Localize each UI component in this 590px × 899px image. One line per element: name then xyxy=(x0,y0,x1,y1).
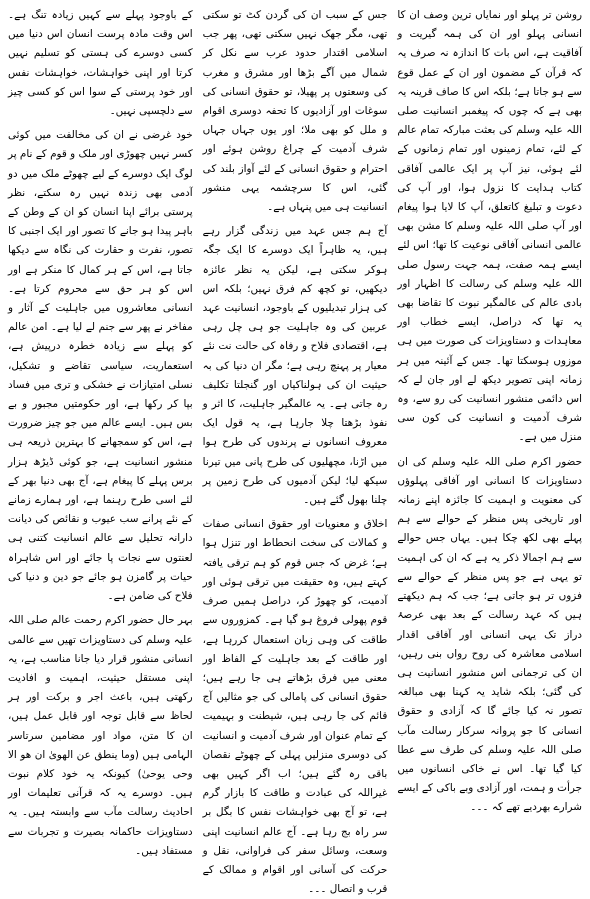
paragraph: روشن تر پہلو اور نمایاں ترین وصف ان کا انسانی پہلو اور ان کی ہمہ گیریت و آفاقیت ہے، اس بات کا اندازہ نہ صرف یہ کہ قرآن کے مضمون اور ان کے عمل قوع سے ہو جاتا ہے؛ بلکہ اس کا صاف قرینہ یہ بھی ہے کہ چوں کہ پیغمبر انسانیت صلی اللہ علیہ وسلم کی بعثت مبارکہ تمام عالم کے لئے، تمام زمینوں اور تمام زمانوں کے لئے ہوئی، نیز آپ پر ایک عالمی آفاقی کتاب ہدایت کا نزول ہوا، اور آپ کی دعوت و تبلیغ کاتعلق، آپ کا لایا ہوا پیغام اور آپ صلی اللہ علیہ وسلم کا مشن بھی عالمی انسانی آفاقی نوعیت کا تھا؛ اس لئے ایسے ہمہ صفت، ہمہ جہت رسول صلی اللہ علیہ وسلم کی رسالت کا اظہار اور بادی عالم کی عالمگیر نبوت کا تقاضا بھی یہ تھا کہ دراصل، ایسے خطاب اور معاہدات و دستاویزات کی صورت میں ہی موزوں ہوسکتا تھا۔ جس کے آئینہ میں ہر زمانہ اپنی تصویر دیکھ لے اور جان لے کہ اس دائمی منشور انسانیت کی رو سے، وہ شرف آدمیت و انسانیت کی کون سی منزل میں ہے۔ xyxy=(397,9,582,444)
paragraph: کے باوجود پہلے سے کہیں زیادہ تنگ ہے۔ اس وقت مادہ پرست انسان اس دنیا میں کسی دوسرے کی ہستی کو تسلیم نہیں کرتا اور اپنی خواہشات، خواہشات نفس اور خود پرستی کے سوا اس کو کسی چیز سے دلچسپی نہیں۔ xyxy=(7,9,193,118)
paragraph: اخلاق و معنویات اور حقوق انسانی صفات و کمالات کی سخت انحطاط اور تنزل ہوا ہے؛ غرض کہ جس قوم کو ہم ترقی یافتہ کہتے ہیں، وہ حقیقت میں ترقی ہوئی اور آدمیت، کو چھوڑ کر، دراصل ہمیں صرف قوم پھولی فروغ ہو گیا ہے۔ کمزوروں سے طاقت کی وہی زبان استعمال کررہا ہے، اور طاقت کے بعد جاہلیت کے الفاظ اور معنی میں فرق بڑھاتے ہی جا رہے ہیں؛ حقوق انسانی کی پامالی کی جو مثالیں آج قائم کی جا رہی ہیں، شیطنت و بہیمیت کے تمام عنوان اور شرف آدمیت و انسانیت کی دوسری منزلیں پہلی کے چھوٹے نقصان باقی رہ گئے ہیں؛ اب اگر کہیں بھی غیراللہ کی عبادت و طاقت کا بازار گرم ہے، تو آج بھی خواہشات نفس کا بگل بر سر راہ بج رہا ہے۔ آج عالم انسانیت اپنی وسعت، وسائل سفر کی فراوانی، نقل و حرکت کی آسانی اور اقوام و ممالک کے قرب و اتصال ۔۔۔ xyxy=(202,518,388,896)
text-column-middle xyxy=(202,6,388,896)
paragraph: حضور اکرم صلی اللہ علیہ وسلم کی ان دستاویزات کا انسانی اور آفاقی پہلوؤں کی معنویت و اہمیت کا جائزہ اپنے زمانہ اور تاریخی پس منظر کے حوالے سے ہم پہلے بھی لکھ چکا ہیں۔ یہاں جس حوالے سے ہم اجمالا ذکر یہ ہے کہ ان کی اہمیت تو یہی ہے جو پس منظر کے حوالے سے فزوں تر ہو جاتی ہے؛ جب کہ ہم دیکھتے ہیں کہ عہد رسالت کے بعد بھی عرصۂ دراز تک یہی انسانی اور آفاقی اقدار اسلامی معاشرہ کی روح رواں بنی رہیں، ان کی ترجمانی اس منشور انسانیت ہی کی گئی؛ بلکہ شاید یہ کہنا بھی مبالغہ تصور نہ کیا جائے گا کہ آزادی و حقوق انسانی کا جو پروانہ سرکار رسالت مآب صلی اللہ علیہ وسلم کی طرف سے عطا کیا گیا تھا۔ اس نے خاکی انسانوں میں جرأت و ہمت، اور آزادی وبے باکی کے ایسے شرارے بھردیے تھے کہ ۔۔۔ xyxy=(397,455,582,814)
paragraph: آج ہم جس عہد میں زندگی گزار رہے ہیں، یہ ظاہراً ایک دوسرے کا ایک جگہ ہوکر سکتی ہے، لیکن یہ نظر عائزہ دیکھیں، تو کچھ کم فرق نہیں؛ بلکہ اس کی ہزار تبدیلیوں کے باوجود، انسانیت عہد عربین کی وہ جاہلیت جو ہی چل رہی ہے، اقتصادی فلاح و رفاہ کی حالت نت نئے معیار پر پہنچ رہی ہے؛ مگر ان دنیا کی بہ حیثیت ان کی ہولناکیاں اور گنجلتا تکلیف رہ جاتی ہے۔ یہ عالمگیر جاہلیت، کا اثر و نفوذ بڑھتا چلا جارہا ہے، یہ قول ایک معروف انسانوں نے پرندوں کی طرح ہوا میں اڑنا، مچھلیوں کی طرح پانی میں تیرنا سیکھ لیا؛ لیکن آدمیوں کی طرح زمین پر چلنا بھول گئے ہیں۔ xyxy=(202,225,388,507)
paragraph: خود غرضی نے ان کی مخالفت میں کوئی کسر نہیں چھوڑی اور ملک و قوم کے نام پر لوگ ایک دوسرے کے لیے چھوٹے ملک میں دو آدمی بھی زندہ نہیں رہ سکتے، نظر پرستی برائے اپنا انسان کو ان کے وطن کے باہر پیدا ہو جانے کا تصور اور ایک اجنبی کا تصور، نفرت و حقارت کی نگاہ سے دیکھا جاتا ہے، اس کے ہر کمال کا منکر ہے اور اس کو ہر حق سے محروم کرتا ہے۔ انسانی معاشروں میں جاہلیت کے آثار و مفاخر نے پھر سے جنم لے لیا ہے۔ امن عالم کو پہلے سے زیادہ خطرہ درپیش ہے، استعماریت، سیاسی تقاضے و تشکیل، نسلی امتیازات نے خشکی و تری میں فساد بپا کر رکھا ہے، اور حکومتیں مجبور و بے بس ہیں۔ ایسے عالم میں جو چیز ضرورت ہے، اس کو سمجھانے کا بہترین ذریعہ ہی منشور انسانیت ہے، جو کوئی ڈیڑھ ہزار برس پہلے کا پیغام ہے، آج بھی دنیا بھر کے لئے اسی طرح رہنما ہے، اور ہمارے زمانے کے نئے پرانے سب عیوب و نقائص کی دیانت دارانہ تحلیل سے عالم انسانیت کتنی ہی لعنتوں سے نجات پا جائے اور اس شاہراہ حیات پر گامزن ہو جائے جو دین و دنیا کی فلاح کی ضامن ہے۔ xyxy=(7,129,193,603)
paragraph: بہر حال حضور اکرم رحمت عالم صلی اللہ علیہ وسلم کی دستاویزات تھیں سے عالمی انسانی منشور قرار دیا جانا مناسب ہے، یہ اپنی مستقل حیثیت، اہمیت و افادیت رکھتی ہیں، باعث اجر و برکت اور ہر لحاظ سے قابل توجہ اور قابل عمل ہیں، ان کا متن، مواد اور مضامین سرتاسر الہامی ہیں (وما ینطق عن الھویٰ ان ھو الا وحی یوحیٰ) کیونکہ یہ خود کلام نبوت ہیں۔ دوسرے یہ کہ قرآنی تعلیمات اور احادیث رسالت مآب سے وابستہ ہیں۔ یہ دستاویزات حاکمانہ بصیرت و تجربات سے مستفاد ہیں۔ xyxy=(7,614,193,857)
text-column-right xyxy=(397,6,582,814)
text-column-left xyxy=(7,6,193,857)
paragraph: جس کے سبب ان کی گردن کٹ تو سکتی تھی، مگر جھک نہیں سکتی تھی، پھر جب اسلامی اقتدار حدود عرب سے نکل کر شمال میں آگے بڑھا اور مشرق و مغرب کی وسعتوں پر پھیلا، تو حقوق انسانی کی سوغات اور آزادیوں کا تحفہ دوسری اقوام و ملل کو بھی ملا؛ اور یوں جہاں جہاں شرف آدمیت کے چراغ روشن ہوئے اور احترام و حقوق انسانی کے لئے آواز بلند کی گئی، اس کا سرچشمہ یہی منشور انسانیت ہی میں پنہاں ہے۔ xyxy=(202,9,388,214)
